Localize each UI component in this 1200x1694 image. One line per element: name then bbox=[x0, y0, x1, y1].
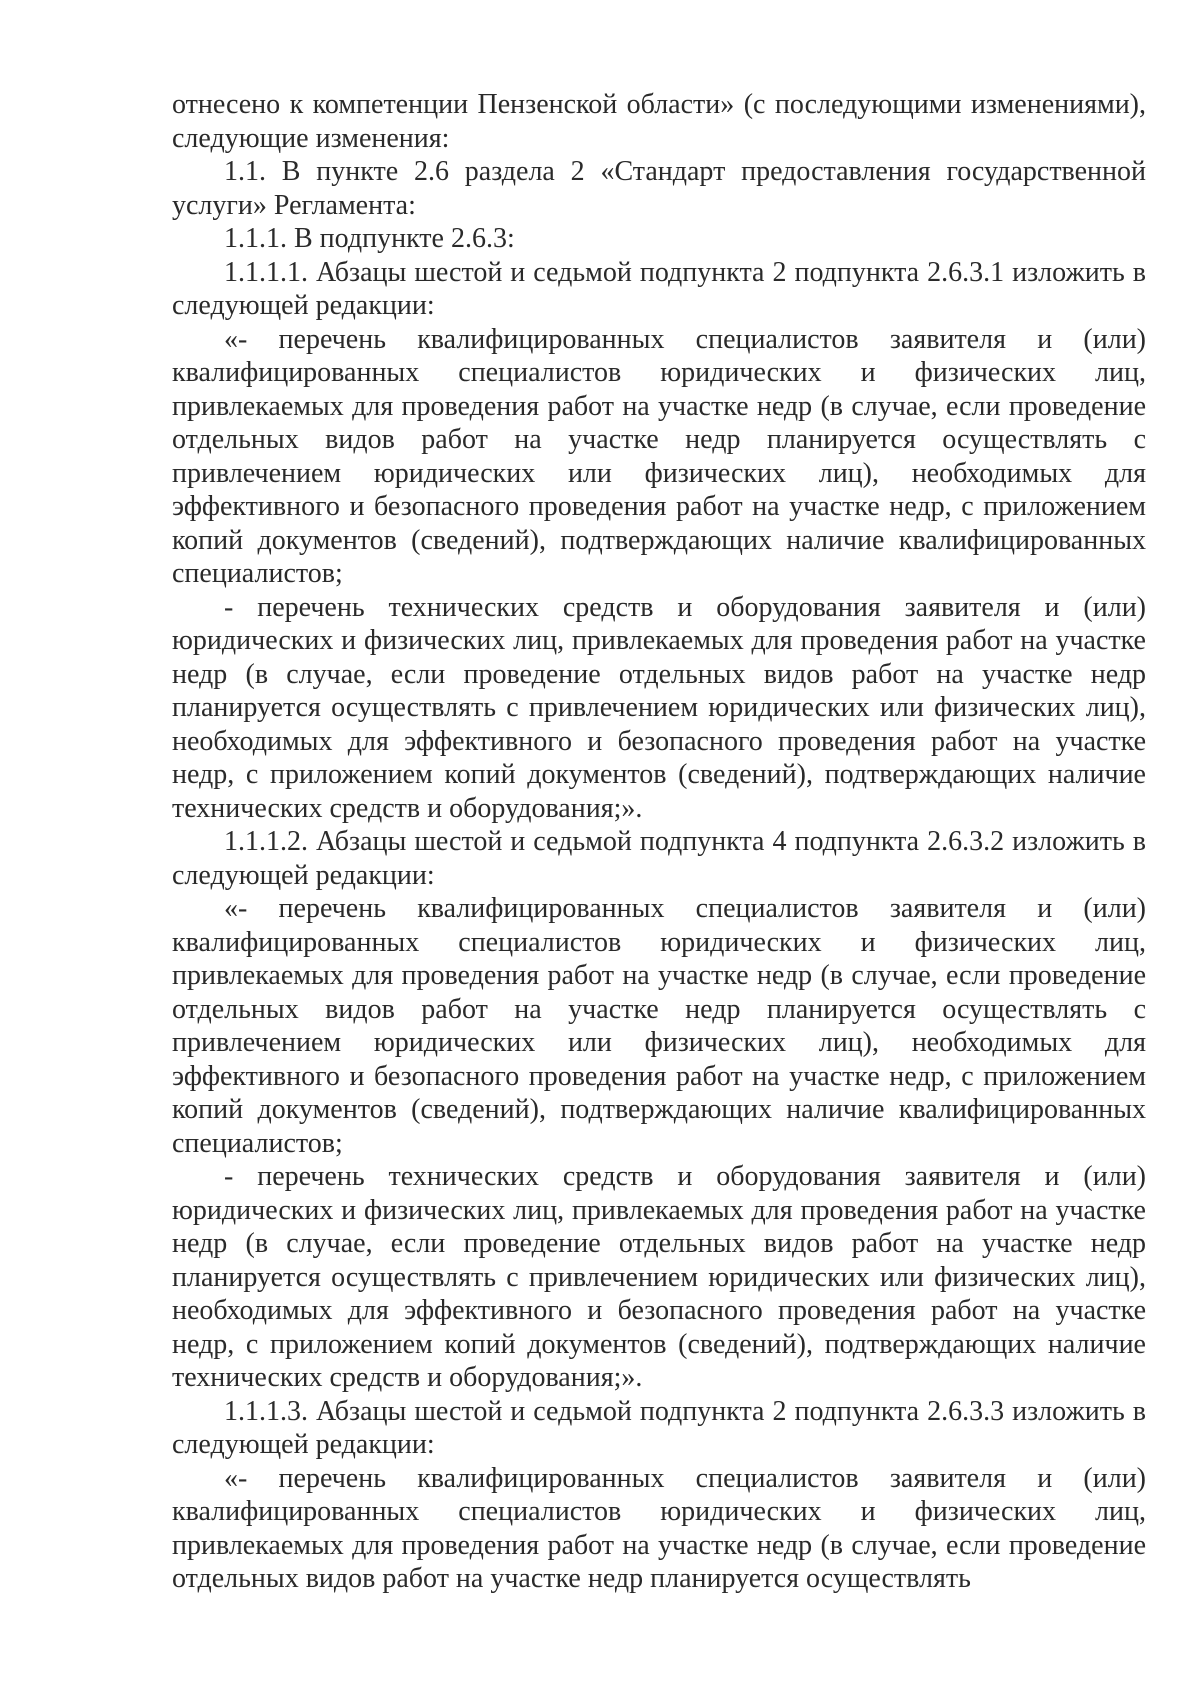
paragraph-specialists-list-1: «- перечень квалифицированных специалистов заявителя и (или) квалифицированных специалистов юридических и физических лиц, привлекаемых для проведения работ на участке недр (в случае, если проведение отдельных видов работ на участке недр планируется осуществлять с привлечением юридических или физических лиц), необходимых для эффективного и безопасного проведения работ на участке недр, с приложением копий документов (сведений), подтверждающих наличие квалифицированных специалистов; bbox=[172, 323, 1146, 589]
paragraph-specialists-list-2: «- перечень квалифицированных специалистов заявителя и (или) квалифицированных специалистов юридических и физических лиц, привлекаемых для проведения работ на участке недр (в случае, если проведение отдельных видов работ на участке недр планируется осуществлять с привлечением юридических или физических лиц), необходимых для эффективного и безопасного проведения работ на участке недр, с приложением копий документов (сведений), подтверждающих наличие квалифицированных специалистов; bbox=[172, 893, 1146, 1159]
paragraph-equipment-list-2: - перечень технических средств и оборудования заявителя и (или) юридических и физических лиц, привлекаемых для проведения работ на участке недр (в случае, если проведение отдельных видов работ на участке недр планируется осуществлять с привлечением юридических или физических лиц), необходимых для эффективного и безопасного проведения работ на участке недр, с приложением копий документов (сведений), подтверждающих наличие технических средств и оборудования;». bbox=[172, 1161, 1146, 1393]
paragraph-equipment-list-1: - перечень технических средств и оборудования заявителя и (или) юридических и физических лиц, привлекаемых для проведения работ на участке недр (в случае, если проведение отдельных видов работ на участке недр планируется осуществлять с привлечением юридических или физических лиц), необходимых для эффективного и безопасного проведения работ на участке недр, с приложением копий документов (сведений), подтверждающих наличие технических средств и оборудования;». bbox=[172, 591, 1146, 824]
paragraph-item-1-1-1-2: 1.1.1.2. Абзацы шестой и седьмой подпункта 4 подпункта 2.6.3.2 изложить в следующей редакции: bbox=[172, 826, 1146, 891]
paragraph-specialists-list-3: «- перечень квалифицированных специалистов заявителя и (или) квалифицированных специалистов юридических и физических лиц, привлекаемых для проведения работ на участке недр (в случае, если проведение отдельных видов работ на участке недр планируется осуществлять bbox=[172, 1462, 1146, 1594]
paragraph-item-1-1-1: 1.1.1. В подпункте 2.6.3: bbox=[224, 223, 515, 254]
paragraph-item-1-1-1-3: 1.1.1.3. Абзацы шестой и седьмой подпункта 2 подпункта 2.6.3.3 изложить в следующей редакции: bbox=[172, 1395, 1146, 1460]
paragraph-item-1-1-1-1: 1.1.1.1. Абзацы шестой и седьмой подпункта 2 подпункта 2.6.3.1 изложить в следующей редакции: bbox=[172, 256, 1146, 321]
paragraph-continuation: отнесено к компетенции Пензенской области» (с последующими изменениями), следующие изменения: bbox=[172, 89, 1146, 154]
paragraph-item-1-1: 1.1. В пункте 2.6 раздела 2 «Стандарт предоставления государственной услуги» Регламента: bbox=[172, 156, 1146, 221]
document-page bbox=[172, 88, 1146, 1596]
